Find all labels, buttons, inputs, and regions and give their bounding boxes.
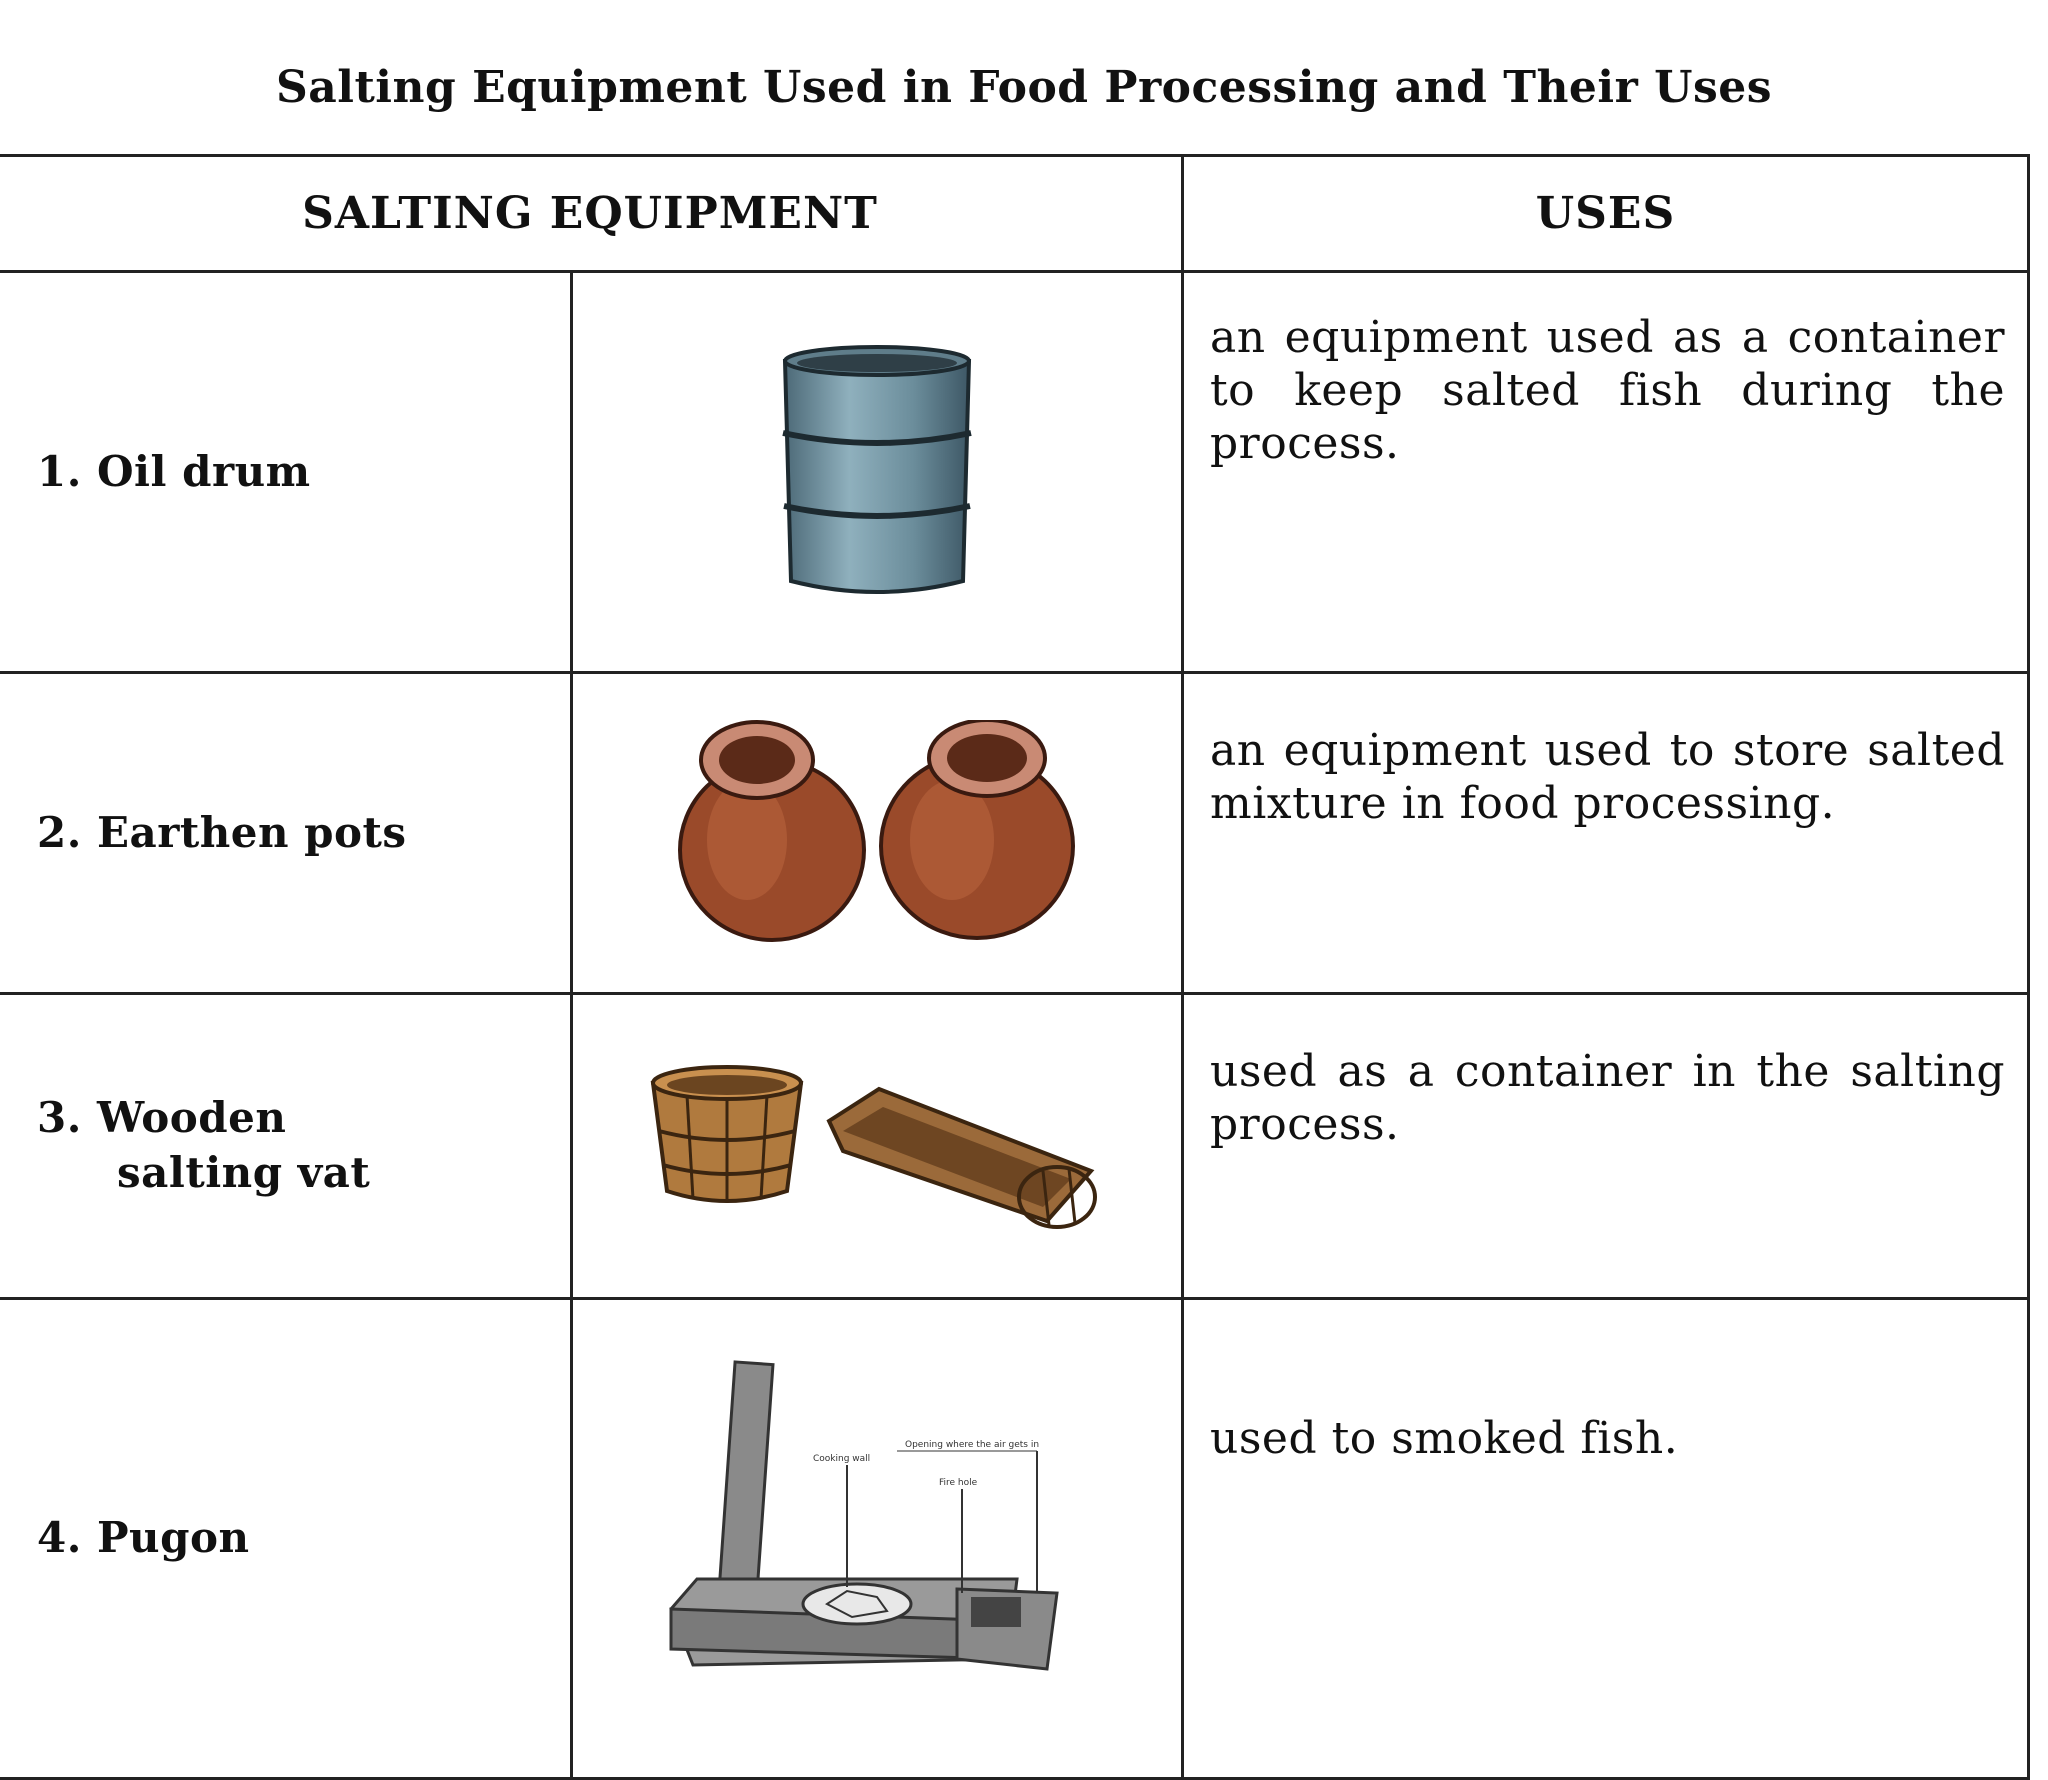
equipment-name: 1. Oil drum — [0, 272, 572, 673]
equipment-name-line2: salting vat — [117, 1148, 371, 1197]
table-row — [0, 272, 2029, 673]
header-uses: USES — [1183, 156, 2029, 272]
equipment-name — [0, 994, 572, 1299]
equipment-name: 2. Earthen pots — [0, 673, 572, 994]
equipment-table — [0, 154, 2030, 1780]
table-row — [0, 1299, 2029, 1779]
equipment-use: an equipment used as a container to keep salted fish during the process. — [1183, 272, 2029, 673]
pugon-label-wall: Cooking wall — [813, 1453, 871, 1464]
table-row — [0, 673, 2029, 994]
wooden-vat-image — [572, 994, 1183, 1299]
oil-drum-image — [572, 272, 1183, 673]
equipment-use: an equipment used to store salted mixture in food processing. — [1183, 673, 2029, 994]
equipment-name: 4. Pugon — [0, 1299, 572, 1779]
page-title: Salting Equipment Used in Food Processing and Their Uses — [275, 62, 1773, 113]
equipment-name-line1: 3. Wooden — [37, 1093, 287, 1143]
header-equipment: SALTING EQUIPMENT — [0, 156, 1183, 272]
pugon-label-firebox: Fire hole — [939, 1477, 978, 1488]
pugon-image — [572, 1299, 1183, 1779]
table-header-row — [0, 156, 2029, 272]
earthen-pots-image — [572, 673, 1183, 994]
equipment-use: used to smoked fish. — [1183, 1299, 2029, 1779]
equipment-use: used as a container in the salting process. — [1183, 994, 2029, 1299]
table-row — [0, 994, 2029, 1299]
pugon-label-opening: Opening where the air gets in — [905, 1439, 1040, 1450]
